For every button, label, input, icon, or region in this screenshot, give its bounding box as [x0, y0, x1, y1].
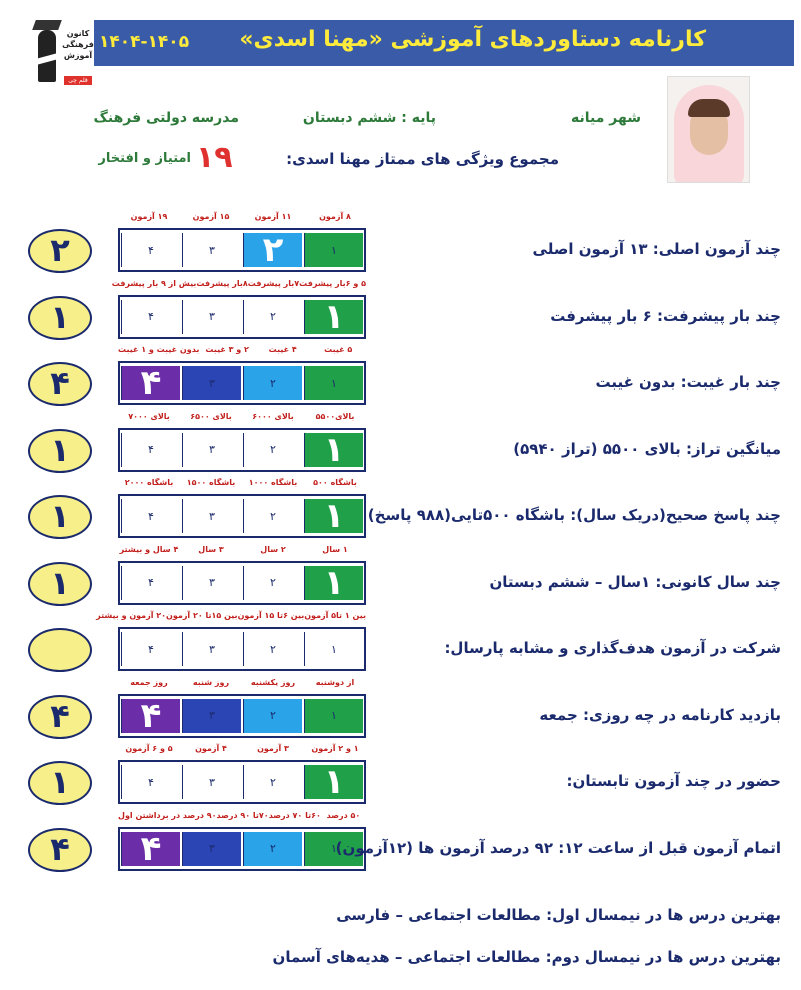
level-cell: ۲	[243, 233, 302, 267]
level-label: ۲ و ۳ غیبت	[205, 345, 249, 354]
row-labels	[118, 412, 366, 426]
level-label: ۵ و ۶بار پیشرفت	[299, 278, 366, 288]
level-boxes	[118, 228, 366, 272]
level-label: باشگاه ۱۵۰۰	[186, 478, 236, 487]
level-label: بین ۶تا ۱۵ آزمون	[237, 611, 305, 620]
criterion-question: میانگین تراز: بالای ۵۵۰۰ (تراز ۵۹۴۰)	[513, 439, 781, 458]
level-cell: ۴	[121, 832, 180, 866]
level-boxes	[118, 827, 366, 871]
row-score: ۴	[28, 362, 92, 406]
level-label: ۴ آزمون	[195, 744, 227, 753]
level-label: باشگاه ۵۰۰	[313, 478, 357, 487]
row-labels	[118, 478, 366, 492]
row-score	[28, 628, 92, 672]
level-cell: ۲	[243, 632, 302, 666]
level-cell: ۱	[304, 499, 363, 533]
criterion-question: شرکت در آزمون هدف‌گذاری و مشابه پارسال:	[444, 639, 781, 657]
level-boxes	[118, 428, 366, 472]
level-cell: ۱	[304, 433, 363, 467]
level-label: روز جمعه	[130, 677, 168, 687]
criterion-question: چند بار پیشرفت: ۶ بار پیشرفت	[550, 306, 781, 325]
level-label: ۴ غیبت	[268, 345, 297, 354]
level-cell: ۳	[182, 233, 241, 267]
level-label: ۱ و ۲ آزمون	[311, 744, 359, 753]
level-cell: ۴	[121, 566, 180, 600]
level-label: ۵ و ۶ آزمون	[125, 744, 173, 753]
level-label: ۶۰تا ۷۰ درصد	[268, 810, 321, 820]
level-cell: ۲	[243, 433, 302, 467]
level-label: ۷بار پیشرفت	[247, 278, 300, 288]
level-label: ۱۱ آزمون	[254, 212, 292, 221]
level-cell: ۳	[182, 499, 241, 533]
logo-line3: آموزش	[63, 51, 93, 60]
level-label: ۲۰ آزمون و بیشتر	[96, 611, 167, 620]
level-cell: ۱	[304, 632, 363, 666]
level-cell: ۳	[182, 366, 241, 400]
level-label: ۴ سال و بیشتر	[119, 544, 179, 554]
criterion-question: چند آزمون اصلی: ۱۳ آزمون اصلی	[532, 240, 781, 258]
level-label: بالای۵۵۰۰	[315, 411, 355, 421]
school-label: مدرسه دولتی فرهنگ	[93, 110, 239, 126]
criterion-question: بازدید کارنامه در چه روزی: جمعه	[539, 705, 781, 724]
logo-tag: قلم چی	[64, 76, 92, 85]
level-label: ۹۰ درصد در برداشتن اول	[118, 810, 217, 820]
row-score: ۴	[28, 695, 92, 739]
level-cell: ۱	[304, 832, 363, 866]
level-cell: ۴	[121, 699, 180, 733]
level-boxes	[118, 494, 366, 538]
row-score: ۱	[28, 429, 92, 473]
level-label: ۱ سال	[322, 544, 348, 554]
level-boxes	[118, 295, 366, 339]
criterion-question: چند بار غیبت: بدون غیبت	[595, 373, 781, 391]
level-cell: ۲	[243, 499, 302, 533]
logo-line2: فرهنگی	[62, 40, 94, 49]
level-label: بالای ۶۰۰۰	[252, 411, 294, 421]
level-cell: ۲	[243, 366, 302, 400]
level-boxes	[118, 561, 366, 605]
level-cell: ۴	[121, 632, 180, 666]
level-label: ۸بار پیشرفت	[196, 278, 248, 288]
level-label: بالای ۶۵۰۰	[190, 411, 232, 421]
logo-line1: کانون	[66, 29, 90, 38]
row-labels	[118, 212, 366, 226]
graduate-figure-icon	[38, 30, 56, 82]
level-cell: ۳	[182, 300, 241, 334]
student-photo	[667, 76, 750, 183]
year-range: ۱۴۰۴-۱۴۰۵	[99, 32, 190, 52]
row-labels	[111, 278, 366, 293]
row-labels	[118, 345, 366, 359]
best-subjects-second: بهترین درس ها در نیمسال دوم: مطالعات اجتماعی – هدیه‌های آسمان	[272, 948, 781, 966]
grade-label: پایه : ششم دبستان	[302, 110, 436, 126]
city-label: شهر میانه	[571, 110, 641, 126]
header-bar	[94, 20, 794, 66]
level-cell: ۱	[304, 566, 363, 600]
level-cell: ۱	[304, 366, 363, 400]
level-cell: ۱	[304, 699, 363, 733]
row-labels	[118, 744, 366, 758]
level-cell: ۲	[243, 699, 302, 733]
row-score: ۲	[28, 229, 92, 273]
row-labels	[118, 811, 366, 825]
level-cell: ۴	[121, 499, 180, 533]
level-cell: ۴	[121, 433, 180, 467]
level-cell: ۳	[182, 566, 241, 600]
level-cell: ۳	[182, 765, 241, 799]
row-score: ۱	[28, 761, 92, 805]
level-label: ۸ آزمون	[319, 212, 351, 221]
level-boxes	[118, 760, 366, 804]
level-label: ۱۵ آزمون	[192, 212, 230, 221]
level-cell: ۳	[182, 699, 241, 733]
row-labels	[118, 545, 366, 559]
level-cell: ۴	[121, 366, 180, 400]
total-label: امتیاز و افتخار	[98, 151, 191, 166]
graduation-cap-icon	[32, 20, 62, 30]
page-title: کارنامه دستاوردهای آموزشی «مهنا اسدی»	[239, 27, 706, 52]
row-labels	[118, 678, 366, 692]
level-label: ۵ غیبت	[324, 345, 353, 354]
level-label: ۷۰تا ۹۰ درصد	[216, 810, 269, 820]
level-label: ۳ آزمون	[257, 744, 289, 753]
level-cell: ۲	[243, 300, 302, 334]
level-cell: ۳	[182, 632, 241, 666]
level-cell: ۴	[121, 300, 180, 334]
level-label: ۵۰ درصد	[326, 810, 361, 820]
level-cell: ۴	[121, 233, 180, 267]
row-score: ۱	[28, 495, 92, 539]
level-cell: ۱	[304, 300, 363, 334]
criterion-question: حضور در چند آزمون تابستان:	[566, 772, 781, 790]
kanoon-logo	[28, 18, 94, 88]
level-cell: ۳	[182, 832, 241, 866]
level-label: ۳ سال	[198, 544, 224, 554]
level-cell: ۱	[304, 233, 363, 267]
summary-label: مجموع ویژگی های ممتاز مهنا اسدی:	[286, 150, 559, 168]
level-cell: ۴	[121, 765, 180, 799]
level-cell: ۲	[243, 765, 302, 799]
level-label: باشگاه ۲۰۰۰	[124, 478, 174, 487]
best-subjects-first: بهترین درس ها در نیمسال اول: مطالعات اجتماعی – فارسی	[336, 906, 781, 924]
level-label: ۲ سال	[260, 544, 286, 554]
row-score: ۱	[28, 296, 92, 340]
row-score: ۴	[28, 828, 92, 872]
level-label: از دوشنبه	[315, 677, 355, 687]
level-label: روز یکشنبه	[250, 677, 296, 687]
level-label: بین ۱۵تا ۲۰ آزمون	[166, 611, 238, 620]
total-score: ۱۹	[196, 140, 233, 175]
level-cell: ۱	[304, 765, 363, 799]
level-boxes	[118, 694, 366, 738]
level-label: بدون غیبت و ۱ غیبت	[118, 345, 200, 354]
criterion-question: اتمام آزمون قبل از ساعت ۱۲: ۹۲ درصد آزمون ها (۱۲آزمون)	[335, 838, 781, 857]
level-label: بالای ۷۰۰۰	[128, 411, 170, 421]
level-label: روز شنبه	[192, 677, 230, 687]
criterion-question: چند پاسخ صحیح(دریک سال): باشگاه ۵۰۰تایی(۹۸۸ پاسخ)	[367, 506, 781, 524]
row-labels	[96, 611, 366, 625]
level-cell: ۲	[243, 566, 302, 600]
criterion-question: چند سال کانونی: ۱سال – ششم دبستان	[489, 572, 781, 591]
level-boxes	[118, 627, 366, 671]
level-label: بیش از ۹ بار پیشرفت	[111, 278, 197, 288]
level-cell: ۲	[243, 832, 302, 866]
level-cell: ۳	[182, 433, 241, 467]
level-label: باشگاه ۱۰۰۰	[248, 478, 298, 487]
level-boxes	[118, 361, 366, 405]
row-score: ۱	[28, 562, 92, 606]
level-label: ۱۹ آزمون	[130, 212, 168, 221]
level-label: بین ۱ تا۵ آزمون	[304, 611, 366, 620]
